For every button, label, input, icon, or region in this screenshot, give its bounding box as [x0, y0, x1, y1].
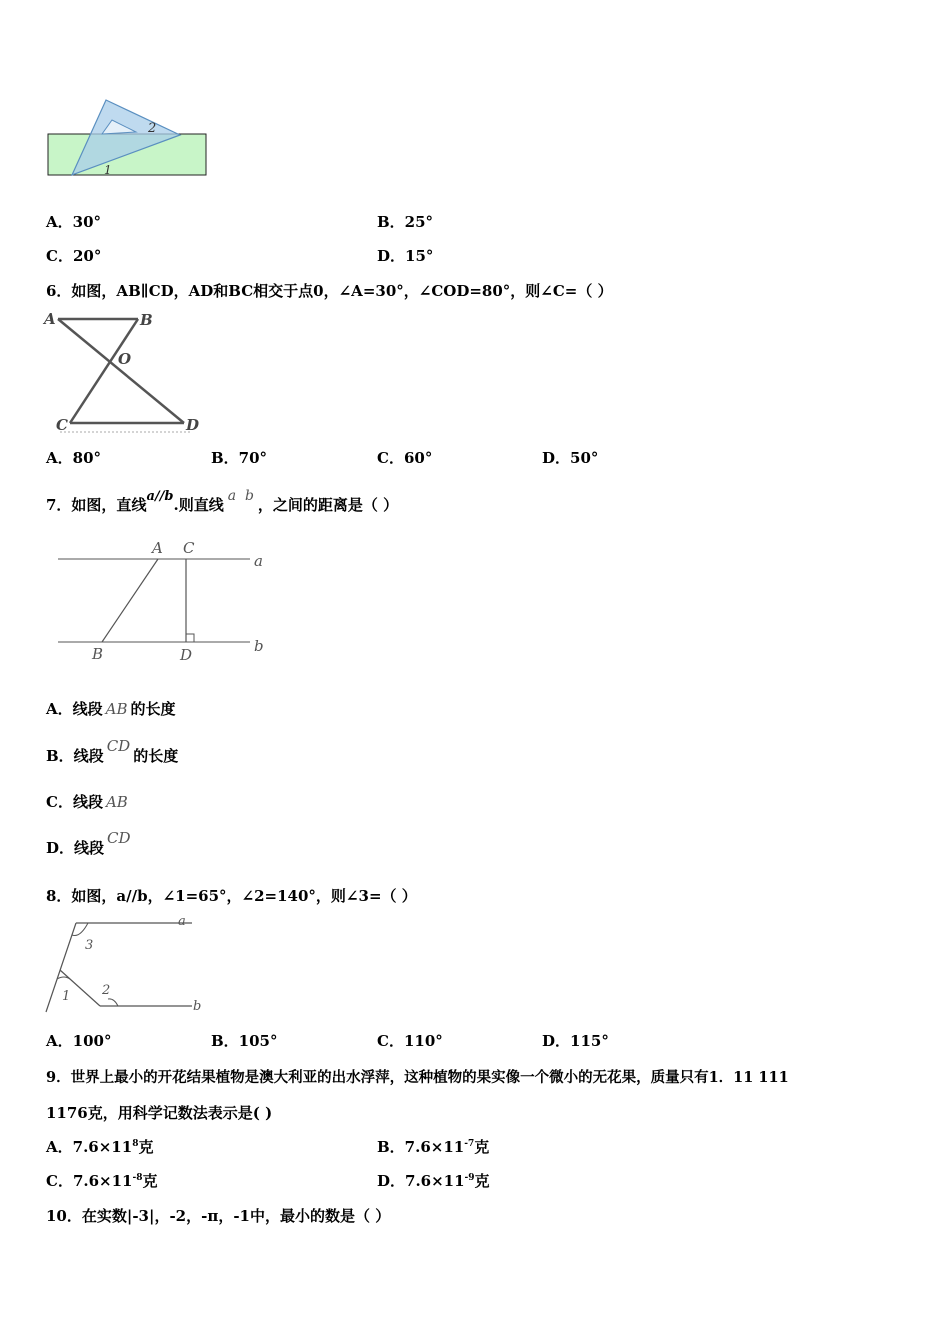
q9-stem-line2: 1176克，用科学记数法表示是( )	[46, 1104, 273, 1122]
q6-label-d: D	[186, 416, 200, 434]
q8-angle3-label: 3	[85, 938, 94, 953]
q6-option-d[interactable]: D．50°	[542, 449, 599, 467]
q6-stem: 6．如图，AB∥CD，AD和BC相交于点0，∠A=30°，∠COD=80°，则∠C=（ ）	[46, 282, 613, 300]
q5-option-d[interactable]: D．15°	[377, 247, 434, 265]
q5-figure	[40, 90, 220, 185]
q7-option-a-suffix: 的长度	[130, 700, 176, 718]
q6-label-a: A	[44, 310, 56, 328]
q7-stem-math-lines: a b	[227, 488, 254, 504]
q7-option-b-suffix: 的长度	[133, 747, 179, 765]
q6-label-o: O	[118, 350, 132, 368]
q7-option-c-prefix: C．线段	[46, 793, 103, 811]
q7-label-d: D	[180, 646, 193, 664]
q7-label-b-line: b	[254, 637, 264, 655]
q7-stem-mid: .则直线	[173, 496, 224, 514]
q6-label-c: C	[56, 416, 68, 434]
q9-option-a-unit: 克	[138, 1138, 154, 1156]
q8-option-d[interactable]: D．115°	[542, 1032, 609, 1050]
q8-angle1-label: 1	[62, 989, 71, 1004]
q9-option-a[interactable]	[46, 1136, 153, 1157]
q7-option-a[interactable]	[46, 698, 176, 719]
q7-stem-prefix: 7．如图，直线	[46, 496, 147, 514]
q7-option-a-math: AB	[105, 700, 128, 718]
q9-option-d-exp: -9	[464, 1173, 475, 1183]
q5-option-a[interactable]: A．30°	[46, 213, 102, 231]
q5-option-c[interactable]: C．20°	[46, 247, 102, 265]
q6-figure	[40, 308, 210, 436]
q9-option-a-base: A．7.6×11	[46, 1138, 133, 1156]
q7-stem-suffix: ，之间的距离是（ ）	[257, 496, 399, 514]
q8-stem: 8．如图，a//b，∠1=65°，∠2=140°，则∠3=（ ）	[46, 887, 417, 905]
q8-option-c[interactable]: C．110°	[377, 1032, 443, 1050]
q9-option-c[interactable]	[46, 1170, 158, 1191]
q9-option-d-base: D．7.6×11	[377, 1172, 465, 1190]
q6-option-a[interactable]: A．80°	[46, 449, 102, 467]
q9-option-b-exp: -7	[464, 1139, 475, 1149]
q7-stem	[46, 486, 398, 516]
q10-stem: 10．在实数|-3|，-2，-π，-1中，最小的数是（ ）	[46, 1207, 391, 1225]
q9-option-c-exp: -8	[132, 1173, 143, 1183]
q9-option-d[interactable]	[377, 1170, 490, 1191]
q7-label-b: B	[92, 645, 104, 663]
q9-option-c-base: C．7.6×11	[46, 1172, 133, 1190]
q7-option-b[interactable]	[46, 735, 178, 767]
q5-angle2-label: 2	[148, 121, 157, 136]
q8-figure	[40, 912, 210, 1017]
q7-figure	[50, 535, 280, 665]
q7-option-d-prefix: D．线段	[46, 839, 105, 857]
q7-option-c[interactable]	[46, 791, 131, 812]
q7-label-a: A	[152, 539, 163, 557]
q7-stem-math-parallel: a//b	[146, 489, 174, 504]
q5-option-b[interactable]: B．25°	[377, 213, 434, 231]
q7-label-a-line: a	[254, 552, 263, 570]
q9-option-b-unit: 克	[474, 1138, 490, 1156]
q9-option-b-base: B．7.6×11	[377, 1138, 465, 1156]
q5-angle1-label: 1	[104, 163, 112, 177]
q7-option-c-math: AB	[105, 793, 128, 811]
q7-option-b-math: CD	[106, 737, 131, 755]
q9-stem-line1: 9．世界上最小的开花结果植物是澳大利亚的出水浮萍，这种植物的果实像一个微小的无花果，质量只有1．11 111	[46, 1069, 789, 1086]
q7-option-a-prefix: A．线段	[46, 700, 103, 718]
q6-label-b: B	[140, 311, 153, 329]
q6-option-b[interactable]: B．70°	[211, 449, 268, 467]
q9-option-b[interactable]	[377, 1136, 489, 1157]
q8-angle2-label: 2	[102, 983, 111, 998]
q8-option-a[interactable]: A．100°	[46, 1032, 112, 1050]
q9-option-a-exp: 8	[132, 1139, 139, 1149]
q7-label-c: C	[183, 539, 195, 557]
q8-label-b: b	[193, 999, 202, 1014]
q7-option-d-math: CD	[107, 829, 131, 847]
q9-option-d-unit: 克	[474, 1172, 490, 1190]
q8-option-b[interactable]: B．105°	[211, 1032, 278, 1050]
q8-label-a: a	[178, 914, 186, 929]
q6-option-c[interactable]: C．60°	[377, 449, 433, 467]
q9-option-c-unit: 克	[142, 1172, 158, 1190]
q7-option-b-prefix: B．线段	[46, 747, 104, 765]
q7-option-d[interactable]	[46, 827, 134, 859]
